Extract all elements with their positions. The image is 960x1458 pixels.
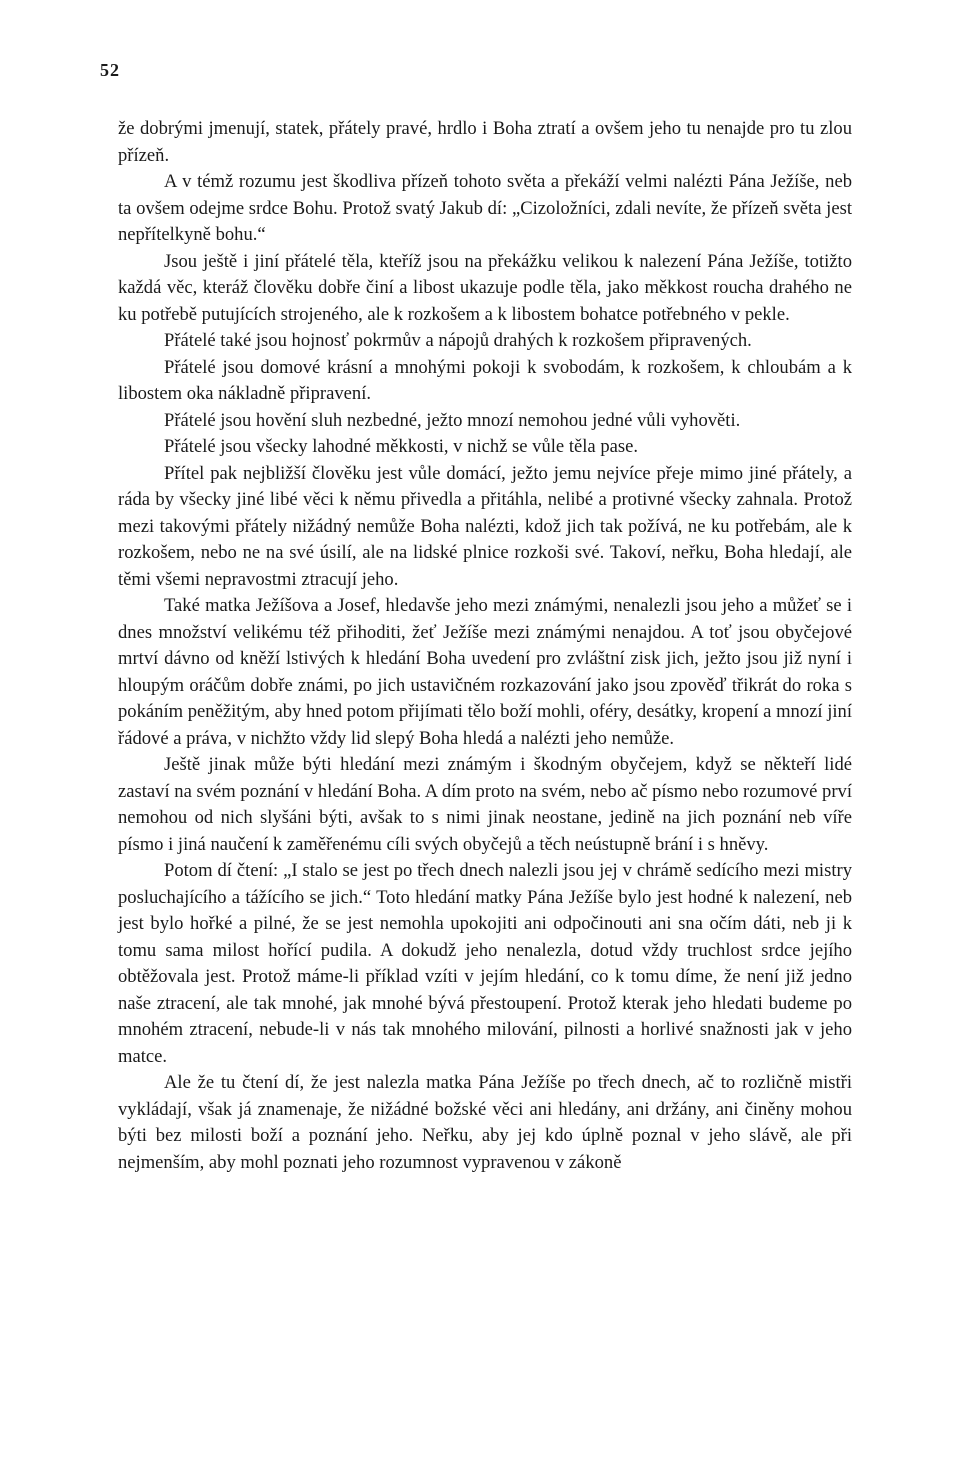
paragraph: Ale že tu čtení dí, že jest nalezla matka Pána Ježíše po třech dnech, ač to rozličně mistři vykládají, však já znamenaje, že nižádné božské věci ani hledány, ani držány, ani činěny mohou býti bez milosti boží a poznání jeho. Neřku, aby jej kdo úplně poznal v jeho slávě, ale při nejmenším, aby mohl poznati jeho rozumnost vypravenou v zákoně [118, 1072, 852, 1173]
paragraph: Jsou ještě i jiní přátelé těla, kteříž jsou na překážku velikou k nalezení Pána Ježíše, totižto každá věc, kteráž člověku dobře činí a libost ukazuje podle těla, jako měkkost roucha drahého ne ku potřebě putujících strojeného, ale k rozkošem a k libostem bohatce potřebného v pekle. [118, 250, 852, 325]
page-body [118, 116, 852, 1176]
page-number: 52 [100, 60, 120, 80]
paragraph: Ještě jinak může býti hledání mezi známým i škodným obyčejem, když se někteří lidé zastaví na svém poznání v hledání Boha. A dím proto na svém, nebo ač písmo nebo rozumové prví nemohou od nich slyšáni býti, avšak to s nimi jinak neostane, jedině na jich poznání neb víře písmo i jiná naučení k zaměřenému cíli svých obyčejů a těch neústupně brání i s hněvy. [118, 754, 852, 855]
paragraph: Přítel pak nejbližší člověku jest vůle domácí, ježto jemu nejvíce přeje mimo jiné přátely, a ráda by všecky jiné libé věci k němu přivedla a přitáhla, nelibé a protivné všecky zahnala. Protož mezi takovými přátely nižádný nemůže Boha nalézti, kdož jich tak požívá, ne ku potřebám, ale k rozkošem, nebo ne na své úsilí, ale na lidské plnice rozkoši své. Takoví, neřku, Boha hledají, ale těmi všemi nepravostmi ztracují jeho. [118, 462, 852, 590]
paragraph: Také matka Ježíšova a Josef, hledavše jeho mezi známými, nenalezli jsou jeho a můžeť se i dnes množství velikému též přihoditi, žeť Ježíše mezi známými nenajdou. A toť jsou obyčejové mrtví dávno od kněží lstivých k hledání Boha uvedení pro zvláštní zisk jich, ježto jsou již nyní i hloupým oráčům dobře známi, po jich ustavičném rozkazování jako jsou zpověď třikrát do roka s pokáním peněžitým, aby hned potom přijímati tělo boží mohli, oféry, desátky, kropení a mnozí jiní řádové a práva, v nichžto vždy lid slepý Boha hledá a nalézti jeho nemůže. [118, 595, 852, 749]
paragraph: Přátelé také jsou hojnosť pokrmův a nápojů drahých k rozkošem připravených. [164, 330, 752, 351]
paragraph: Přátelé jsou domové krásní a mnohými pokoji k svobodám, k rozkošem, k chloubám a k libostem oka nákladně připravení. [118, 356, 852, 404]
paragraph: že dobrými jmenují, statek, přátely pravé, hrdlo i Boha ztratí a ovšem jeho tu nenajde pro tu zlou přízeň. [118, 118, 852, 166]
paragraph: Potom dí čtení: „I stalo se jest po třech dnech nalezli jsou jej v chrámě sedícího mezi mistry posluchajícího a tážícího se jich.“ Toto hledání matky Pána Ježíše bylo jest hodné k nalezení, neb jest bylo hořké a pilné, že se jest nemohla upokojiti ani odpočinouti ani sna očím dáti, neb ji k tomu sama milost hořící pudila. A dokudž jeho nenalezla, dotud vždy truchlost srdce jejího obtěžovala jest. Protož máme-li příklad vzíti v jejím hledání, co k tomu díme, že není již jedno naše ztracení, ale tak mnohé, jak mnohé bývá přestoupení. Protož kterak jeho hledati budeme po mnohém ztracení, nebude-li v nás tak mnohého milování, pilnosti a horlivé snažnosti jak v jeho matce. [118, 860, 852, 1067]
paragraph: A v témž rozumu jest škodliva přízeň tohoto světa a překáží velmi nalézti Pána Ježíše, neb ta ovšem odejme srdce Bohu. Protož svatý Jakub dí: „Cizoložníci, zdali nevíte, že přízeň světa jest nepřítelkyně bohu.“ [118, 171, 852, 245]
paragraph: Přátelé jsou všecky lahodné měkkosti, v nichž se vůle těla pase. [164, 436, 639, 457]
paragraph: Přátelé jsou hovění sluh nezbedné, ježto mnozí nemohou jedné vůli vyhověti. [164, 409, 741, 431]
